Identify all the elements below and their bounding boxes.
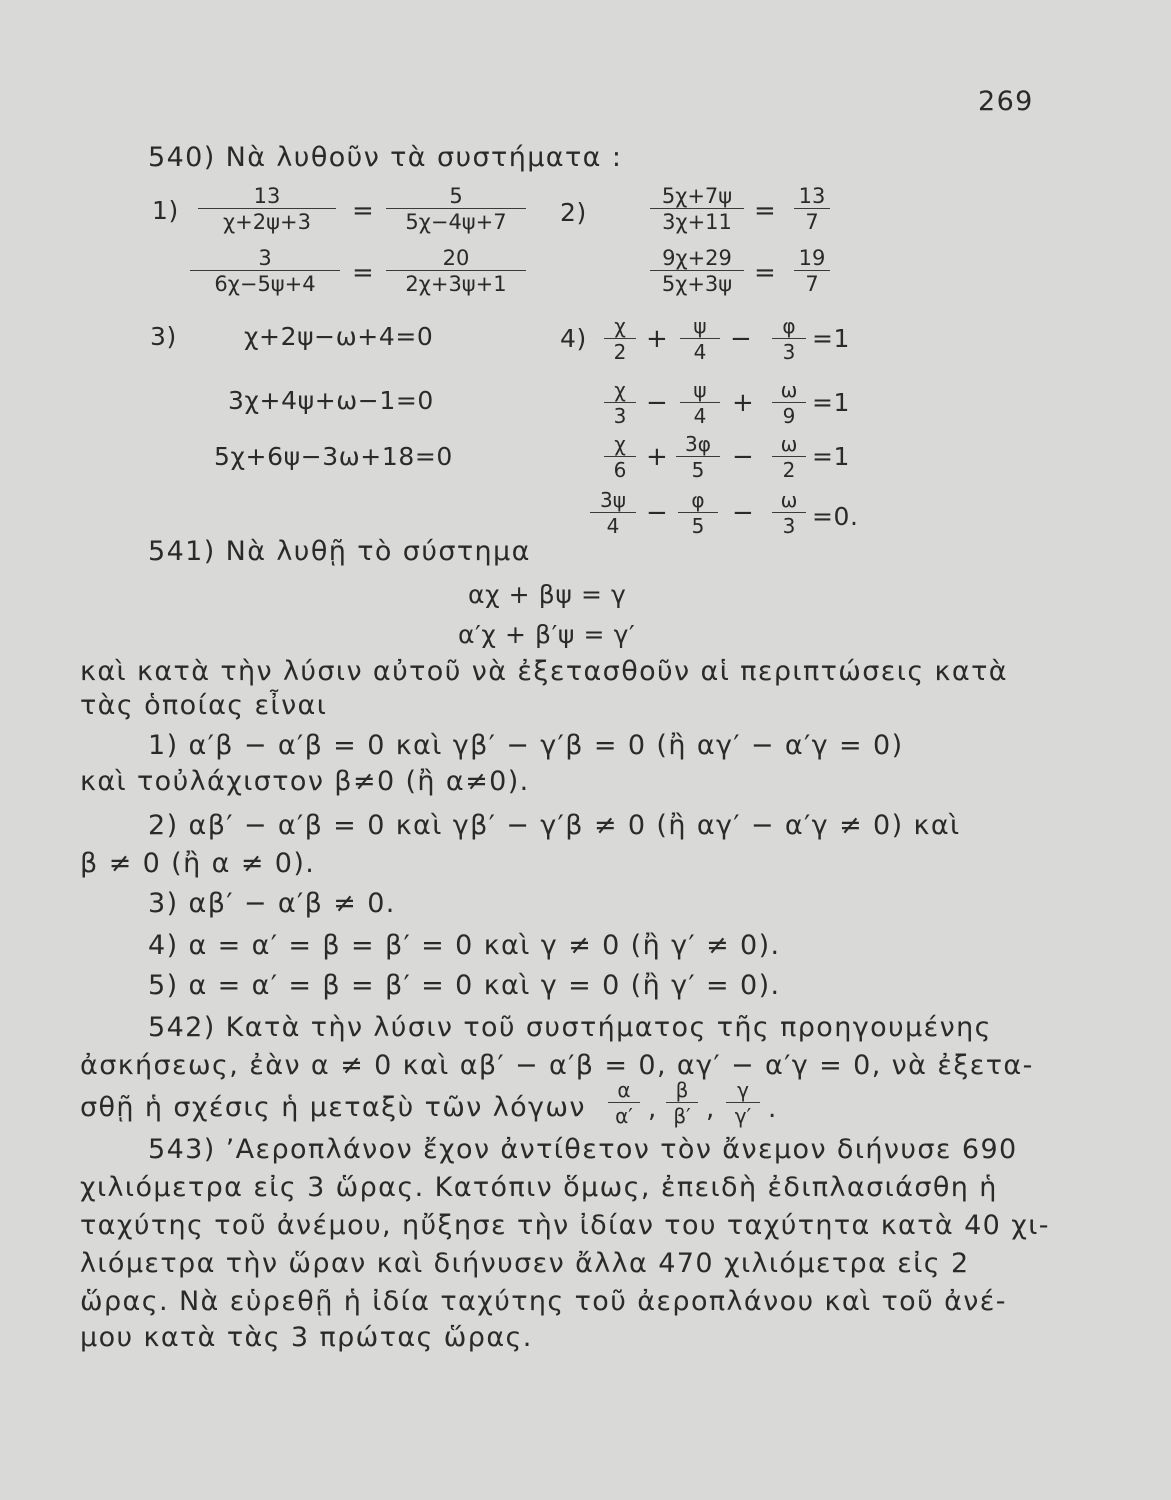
numerator: χ — [604, 314, 636, 339]
fraction — [650, 184, 744, 235]
fraction — [386, 246, 526, 297]
numerator: 3φ — [676, 432, 720, 457]
text-line: ὥρας. Νὰ εὑρεθῇ ἡ ἰδία ταχύτης τοῦ ἀεροπλάνου καὶ τοῦ ἀνέ- — [80, 1286, 1007, 1317]
equals-sign: = — [754, 196, 776, 226]
fraction — [680, 378, 720, 429]
right-hand-side: =0. — [812, 502, 859, 531]
numerator: 3 — [190, 246, 340, 271]
period: . — [768, 1094, 777, 1124]
operator: − — [732, 442, 754, 472]
denominator: 3χ+11 — [662, 210, 732, 234]
fraction — [680, 314, 720, 365]
problem-540-heading: 540) Νὰ λυθοῦν τὰ συστήματα : — [148, 142, 623, 173]
denominator: 7 — [805, 272, 819, 296]
fraction — [604, 314, 636, 365]
case-line: β ≠ 0 (ἢ α ≠ 0). — [80, 848, 316, 879]
text-line: λιόμετρα τὴν ὥραν καὶ διήνυσεν ἄλλα 470 χιλιόμετρα εἰς 2 — [80, 1248, 970, 1279]
numerator: 20 — [386, 246, 526, 271]
equation-line: 3χ+4ψ+ω−1=0 — [228, 386, 434, 415]
denominator: 6χ−5ψ+4 — [214, 272, 316, 296]
numerator: ω — [772, 488, 806, 513]
numerator: 3ψ — [590, 488, 636, 513]
text-line: σθῇ ἡ σχέσις ἡ μεταξὺ τῶν λόγων — [80, 1092, 586, 1123]
denominator: 4 — [693, 340, 707, 364]
denominator: 2 — [782, 458, 796, 482]
system-2-label: 2) — [560, 198, 587, 227]
ratio-fraction — [666, 1078, 698, 1129]
numerator: ω — [772, 432, 806, 457]
denominator: χ+2ψ+3 — [223, 210, 311, 234]
page-number: 269 — [978, 86, 1034, 117]
system-3-label: 3) — [150, 322, 177, 351]
numerator: χ — [604, 432, 636, 457]
right-hand-side: =1 — [812, 388, 851, 417]
system-equation: α′χ + β′ψ = γ′ — [458, 620, 636, 649]
denominator: 6 — [613, 458, 627, 482]
numerator: γ — [726, 1078, 760, 1103]
equation-line: 5χ+6ψ−3ω+18=0 — [214, 442, 453, 471]
fraction — [650, 246, 744, 297]
numerator: 5 — [386, 184, 526, 209]
system-equation: αχ + βψ = γ — [468, 580, 627, 609]
case-line: 1) α′β − α′β = 0 καὶ γβ′ − γ′β = 0 (ἢ αγ′ − α′γ = 0) — [148, 730, 904, 761]
numerator: φ — [772, 314, 806, 339]
fraction — [604, 378, 636, 429]
denominator: 9 — [782, 404, 796, 428]
denominator: β′ — [673, 1104, 691, 1128]
comma: , — [706, 1094, 715, 1124]
denominator: 3 — [613, 404, 627, 428]
numerator: ψ — [680, 378, 720, 403]
fraction — [772, 488, 806, 539]
equation-line: χ+2ψ−ω+4=0 — [244, 322, 434, 351]
fraction — [198, 184, 336, 235]
ratio-fraction — [608, 1078, 640, 1129]
text-line: μου κατὰ τὰς 3 πρώτας ὥρας. — [80, 1322, 533, 1353]
fraction — [772, 432, 806, 483]
fraction — [590, 488, 636, 539]
equals-sign: = — [754, 258, 776, 288]
numerator: α — [608, 1078, 640, 1103]
fraction — [794, 184, 830, 235]
system-1-label: 1) — [152, 196, 179, 225]
operator: − — [646, 388, 668, 418]
operator: − — [646, 498, 668, 528]
numerator: 5χ+7ψ — [650, 184, 744, 209]
denominator: 5 — [691, 458, 705, 482]
operator: − — [732, 498, 754, 528]
fraction — [604, 432, 636, 483]
denominator: 4 — [693, 404, 707, 428]
operator: + — [732, 388, 754, 418]
numerator: 9χ+29 — [650, 246, 744, 271]
denominator: γ′ — [734, 1104, 752, 1128]
text-line: χιλιόμετρα εἰς 3 ὥρας. Κατόπιν ὅμως, ἐπειδὴ ἐδιπλασιάσθη ἡ — [80, 1172, 998, 1203]
text-line: 542) Κατὰ τὴν λύσιν τοῦ συστήματος τῆς προηγουμένης — [148, 1012, 992, 1043]
text-line: 543) ’Αεροπλάνον ἔχον ἀντίθετον τὸν ἄνεμον διήνυσε 690 — [148, 1134, 1018, 1165]
denominator: 5 — [691, 514, 705, 538]
operator: + — [646, 324, 668, 354]
fraction — [386, 184, 526, 235]
denominator: 3 — [782, 340, 796, 364]
equals-sign: = — [352, 258, 374, 288]
right-hand-side: =1 — [812, 442, 851, 471]
denominator: 3 — [782, 514, 796, 538]
denominator: 7 — [805, 210, 819, 234]
denominator: 5χ+3ψ — [661, 272, 733, 296]
denominator: 2χ+3ψ+1 — [405, 272, 507, 296]
problem-541-heading: 541) Νὰ λυθῇ τὸ σύστημα — [148, 536, 531, 567]
numerator: ω — [772, 378, 806, 403]
fraction — [794, 246, 830, 297]
fraction — [190, 246, 340, 297]
numerator: 19 — [794, 246, 830, 271]
denominator: α′ — [615, 1104, 633, 1128]
denominator: 2 — [613, 340, 627, 364]
numerator: β — [666, 1078, 698, 1103]
case-line: 3) αβ′ − α′β ≠ 0. — [148, 888, 396, 919]
case-line: 2) αβ′ − α′β = 0 καὶ γβ′ − γ′β ≠ 0 (ἢ αγ′ − α′γ ≠ 0) καὶ — [148, 810, 961, 841]
fraction — [678, 488, 718, 539]
numerator: φ — [678, 488, 718, 513]
numerator: χ — [604, 378, 636, 403]
operator: + — [646, 442, 668, 472]
text-line: τὰς ὁποίας εἶναι — [80, 690, 328, 721]
equals-sign: = — [352, 196, 374, 226]
right-hand-side: =1 — [812, 324, 851, 353]
fraction — [772, 314, 806, 365]
fraction — [676, 432, 720, 483]
denominator: 4 — [606, 514, 620, 538]
text-line: καὶ κατὰ τὴν λύσιν αὐτοῦ νὰ ἐξετασθοῦν αἱ περιπτώσεις κατὰ — [80, 656, 1008, 687]
denominator: 5χ−4ψ+7 — [405, 210, 507, 234]
text-line: ταχύτης τοῦ ἀνέμου, ηὔξησε τὴν ἰδίαν του ταχύτητα κατὰ 40 χι- — [80, 1210, 1050, 1241]
numerator: 13 — [794, 184, 830, 209]
numerator: ψ — [680, 314, 720, 339]
case-line: 5) α = α′ = β = β′ = 0 καὶ γ = 0 (ἢ γ′ = 0). — [148, 970, 781, 1001]
numerator: 13 — [198, 184, 336, 209]
system-4-label: 4) — [560, 324, 587, 353]
case-line: καὶ τοὐλάχιστον β≠0 (ἢ α≠0). — [80, 766, 530, 797]
fraction — [772, 378, 806, 429]
ratio-fraction — [726, 1078, 760, 1129]
operator: − — [730, 324, 752, 354]
comma: , — [648, 1094, 657, 1124]
text-line: ἀσκήσεως, ἐὰν α ≠ 0 καὶ αβ′ − α′β = 0, αγ′ − α′γ = 0, νὰ ἐξετα- — [80, 1050, 1034, 1081]
case-line: 4) α = α′ = β = β′ = 0 καὶ γ ≠ 0 (ἢ γ′ ≠ 0). — [148, 930, 781, 961]
